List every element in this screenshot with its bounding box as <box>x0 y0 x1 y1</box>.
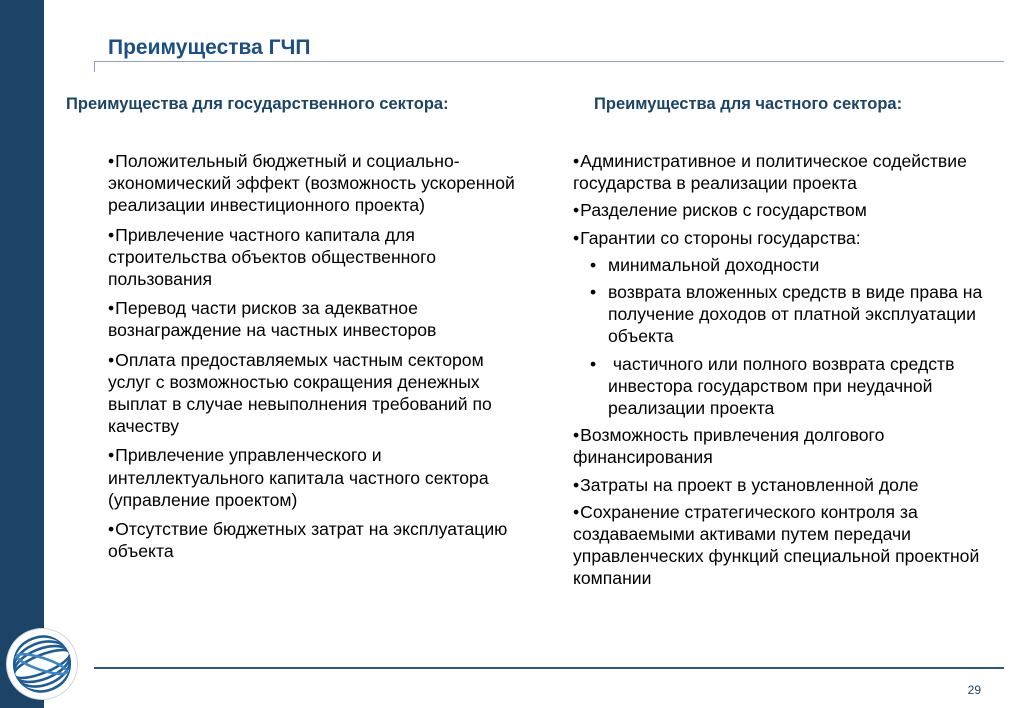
sub-list-item: • частичного или полного возврата средств инвестора государством при неудачной реализации проекта <box>590 353 960 419</box>
list-item: •Отсутствие бюджетных затрат на эксплуатацию объекта <box>108 519 508 562</box>
list-item: •Сохранение стратегического контроля за создаваемыми активами путем передачи управленческих функций специальной проектной компании <box>573 501 980 589</box>
sub-list-item: • возврата вложенных средств в виде права на получение доходов от платной эксплуатации объекта <box>590 282 983 347</box>
list-item: •Затраты на проект в установленной доле <box>573 474 919 495</box>
list-item: •Перевод части рисков за адекватное вознаграждение на частных инвесторов <box>108 298 437 341</box>
title-divider-tick <box>94 61 95 72</box>
sidebar-band <box>0 0 44 708</box>
public-sector-list <box>108 150 528 569</box>
page-title: Преимущества ГЧП <box>108 36 311 59</box>
list-item: •Возможность привлечения долгового финансирования <box>573 425 885 468</box>
list-item: •Административное и политическое содействие государства в реализации проекта <box>573 151 967 194</box>
title-divider <box>94 61 1004 62</box>
private-sector-list <box>573 150 1013 595</box>
footer-divider <box>94 667 1004 669</box>
page-number: 29 <box>967 683 981 697</box>
list-item: •Оплата предоставляемых частным сектором услуг с возможностью сокращения денежных выплат в случае невыполнения требований по качеству <box>108 349 492 437</box>
public-sector-heading: Преимущества для государственного сектора: <box>66 95 449 113</box>
private-sector-heading: Преимущества для частного сектора: <box>594 95 903 113</box>
globe-logo-icon <box>7 629 77 699</box>
list-item: •Положительный бюджетный и социально-экономический эффект (возможность ускоренной реализации инвестиционного проекта) <box>108 151 515 216</box>
sub-list-item: • минимальной доходности <box>590 254 820 275</box>
list-item: •Разделение рисков с государством <box>573 200 867 221</box>
list-item: •Привлечение частного капитала для строительства объектов общественного пользования <box>108 224 437 290</box>
list-item: •Гарантии со стороны государства: <box>573 227 861 248</box>
list-item: •Привлечение управленческого и интеллектуального капитала частного сектора (управление проектом) <box>108 445 489 510</box>
